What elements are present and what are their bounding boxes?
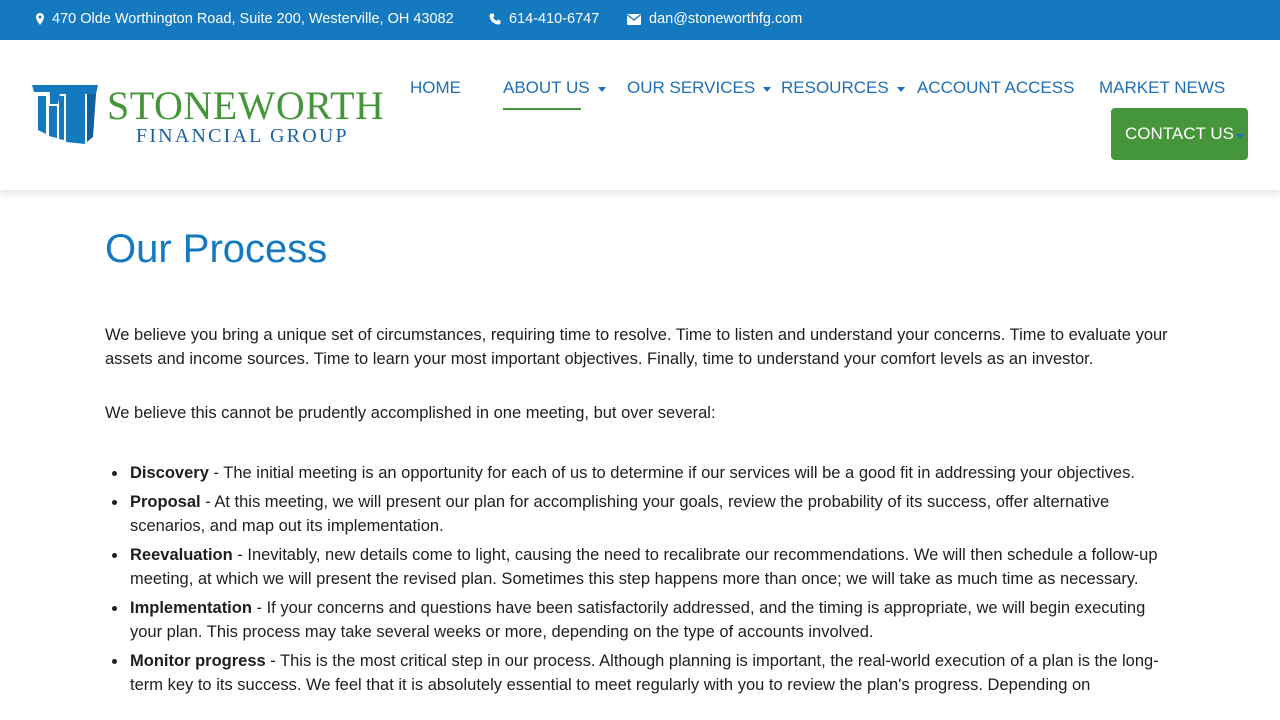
nav-about-us[interactable] [503, 78, 606, 98]
map-marker-icon [36, 13, 44, 25]
nav-resources-label: RESOURCES [781, 78, 889, 97]
nav-services-label: OUR SERVICES [627, 78, 756, 97]
step-text: - Inevitably, new details come to light, causing the need to recalibrate our recommendations. We will then schedule a follow-up meeting, at which we will present the revised plan. Sometimes this step happens more than once; we will take as much time as necessary. [130, 546, 1158, 588]
address-text: 470 Olde Worthington Road, Suite 200, Westerville, OH 43082 [52, 11, 454, 27]
list-item [130, 490, 1180, 538]
nav-home-label: HOME [410, 78, 461, 97]
email-info[interactable] [627, 11, 802, 27]
list-item [130, 461, 1180, 485]
phone-text[interactable]: 614-410-6747 [509, 11, 600, 27]
phone-info[interactable] [489, 11, 599, 27]
chevron-down-icon [1236, 134, 1244, 139]
step-text: - At this meeting, we will present our plan for accomplishing your goals, review the probability of its success, offer alternative scenarios, and map out its implementation. [130, 493, 1110, 535]
phone-icon [489, 13, 501, 25]
list-item [130, 543, 1180, 591]
step-text: - This is the most critical step in our process. Although planning is important, the real-world execution of a plan is the long-term key to its success. We feel that it is absolutely essential to meet regularly with you to review the plan's progress. Depending on [130, 652, 1159, 694]
process-steps-list [130, 461, 1180, 702]
step-term: Reevaluation [130, 546, 233, 564]
envelope-icon [627, 14, 641, 25]
step-text: - If your concerns and questions have been satisfactorily addressed, and the timing is appropriate, we will begin executing your plan. This process may take several weeks or more, depending on the type of accounts involved. [130, 599, 1146, 641]
nav-account-access[interactable] [917, 78, 1074, 98]
step-term: Discovery [130, 464, 209, 482]
step-text: - The initial meeting is an opportunity for each of us to determine if our services will be a good fit in addressing your objectives. [208, 464, 1135, 482]
step-term: Implementation [130, 599, 252, 617]
active-nav-underline [503, 108, 581, 110]
nav-about-label: ABOUT US [503, 78, 590, 97]
chevron-down-icon [763, 87, 771, 92]
nav-market-label: MARKET NEWS [1099, 78, 1226, 97]
step-term: Proposal [130, 493, 201, 511]
logo-subtitle: FINANCIAL GROUP [136, 125, 349, 147]
nav-our-services[interactable] [627, 78, 771, 98]
company-logo[interactable] [30, 82, 400, 152]
email-text[interactable]: dan@stoneworthfg.com [649, 11, 803, 27]
list-item [130, 596, 1180, 644]
chevron-down-icon [897, 87, 905, 92]
intro-paragraph: We believe you bring a unique set of circumstances, requiring time to resolve. Time to listen and understand your concerns. Time to evaluate your assets and income sources. Time to learn your most important objectives. Finally, time to understand your comfort levels as an investor. [105, 326, 1168, 368]
contact-us-label: CONTACT US [1125, 124, 1234, 143]
contact-us-button[interactable] [1111, 108, 1248, 160]
chevron-down-icon [598, 87, 606, 92]
list-item [130, 649, 1180, 697]
top-info-bar [0, 0, 1280, 40]
nav-resources[interactable] [781, 78, 905, 98]
nav-account-label: ACCOUNT ACCESS [917, 78, 1075, 97]
logo-name: STONEWORTH [107, 83, 385, 128]
nav-market-news[interactable] [1099, 78, 1225, 98]
lead-paragraph: We believe this cannot be prudently accomplished in one meeting, but over several: [105, 404, 716, 422]
address-info [36, 11, 454, 27]
column-logo-icon [30, 82, 100, 148]
site-header [0, 40, 1280, 190]
nav-home[interactable] [410, 78, 461, 98]
step-term: Monitor progress [130, 652, 266, 670]
page-title: Our Process [105, 227, 328, 271]
